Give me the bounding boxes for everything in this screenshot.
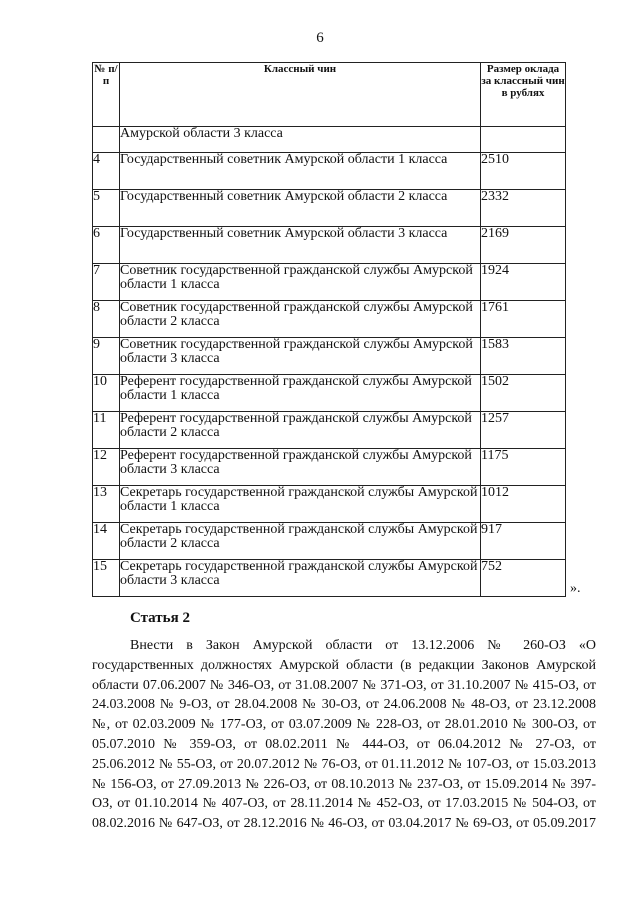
table-cell-salary: 1924 [481,264,566,301]
table-cell-salary: 1012 [481,486,566,523]
table-row [93,486,566,523]
article-paragraph: Внести в Закон Амурской области от 13.12.2006 № 260-ОЗ «О государственных должностях Амурской области (в редакции Законов Амурской области 07.06.2007 № 346-ОЗ, от 31.08.2007 № 371-ОЗ, от 31.10.2007 № 415-ОЗ, от 24.03.2008 № 9-ОЗ, от 28.04.2008 № 30-ОЗ, от 24.06.2008 № 48-ОЗ, от 23.12.2008 №, от 02.03.2009 № 177-ОЗ, от 03.07.2009 № 228-ОЗ, от 28.01.2010 № 300-ОЗ, от 05.07.2010 № 359-ОЗ, от 08.02.2011 № 444-ОЗ, от 06.04.2012 № 27-ОЗ, от 25.06.2012 № 55-ОЗ, от 20.07.2012 № 76-ОЗ, от 01.11.2012 № 107-ОЗ, от 15.03.2013 № 156-ОЗ, от 27.09.2013 № 226-ОЗ, от 08.10.2013 № 237-ОЗ, от 15.09.2014 № 397-ОЗ, от 01.10.2014 № 407-ОЗ, от 28.11.2014 № 452-ОЗ, от 17.03.2015 № 504-ОЗ, от 08.02.2016 № 647-ОЗ, от 28.12.2016 № 46-ОЗ, от 03.04.2017 № 69-ОЗ, от 05.09.2017 [92,638,596,832]
table-cell-rank: Референт государственной гражданской службы Амурской области 3 класса [120,449,481,486]
table-cell-number: 12 [93,449,120,486]
table-cell-number: 15 [93,560,120,597]
table-header-row [93,63,566,127]
table-cell-number: 6 [93,227,120,264]
table-cell-number: 11 [93,412,120,449]
table-cell-number [93,127,120,153]
table-cell-salary: 1502 [481,375,566,412]
table-row [93,153,566,190]
table-row [93,449,566,486]
table-cell-rank: Референт государственной гражданской службы Амурской области 1 класса [120,375,481,412]
table-row [93,264,566,301]
table-cell-salary: 2332 [481,190,566,227]
table-cell-number: 9 [93,338,120,375]
table-cell-number: 7 [93,264,120,301]
table-cell-rank: Советник государственной гражданской службы Амурской области 2 класса [120,301,481,338]
table-cell-salary: 917 [481,523,566,560]
header-rank: Классный чин [120,63,481,127]
table-cell-rank: Референт государственной гражданской службы Амурской области 2 класса [120,412,481,449]
rank-salary-table [92,62,566,597]
table-cell-number: 4 [93,153,120,190]
table-cell-number: 8 [93,301,120,338]
table-row [93,412,566,449]
table-row [93,375,566,412]
table-row [93,190,566,227]
header-number: № п/п [93,63,120,127]
table-cell-number: 14 [93,523,120,560]
table-row [93,301,566,338]
header-salary: Размер оклада за классный чин в рублях [481,63,566,127]
table-cell-rank: Государственный советник Амурской области 1 класса [120,153,481,190]
table-cell-number: 10 [93,375,120,412]
table-cell-salary: 2510 [481,153,566,190]
table-cell-rank: Государственный советник Амурской области 3 класса [120,227,481,264]
table-cell-rank: Советник государственной гражданской службы Амурской области 3 класса [120,338,481,375]
table-cell-salary: 2169 [481,227,566,264]
table-cell-rank: Государственный советник Амурской области 2 класса [120,190,481,227]
table-row [93,338,566,375]
table-cell-salary: 1257 [481,412,566,449]
article-body [92,636,596,834]
table-closing-quote: ». [570,581,581,596]
table-cell-rank: Советник государственной гражданской службы Амурской области 1 класса [120,264,481,301]
table-cell-salary: 1175 [481,449,566,486]
table-cell-number: 5 [93,190,120,227]
table-cell-salary [481,127,566,153]
table-cell-salary: 1761 [481,301,566,338]
table-row [93,227,566,264]
table-cell-salary: 1583 [481,338,566,375]
table-cell-rank: Амурской области 3 класса [120,127,481,153]
table-row-continuation [93,127,566,153]
table-cell-rank: Секретарь государственной гражданской службы Амурской области 1 класса [120,486,481,523]
table-cell-rank: Секретарь государственной гражданской службы Амурской области 2 класса [120,523,481,560]
table-cell-rank: Секретарь государственной гражданской службы Амурской области 3 класса [120,560,481,597]
table-row [93,523,566,560]
page-number: 6 [316,30,324,46]
article-heading: Статья 2 [130,610,190,626]
table-cell-number: 13 [93,486,120,523]
table-row [93,560,566,597]
table-cell-salary: 752 [481,560,566,597]
